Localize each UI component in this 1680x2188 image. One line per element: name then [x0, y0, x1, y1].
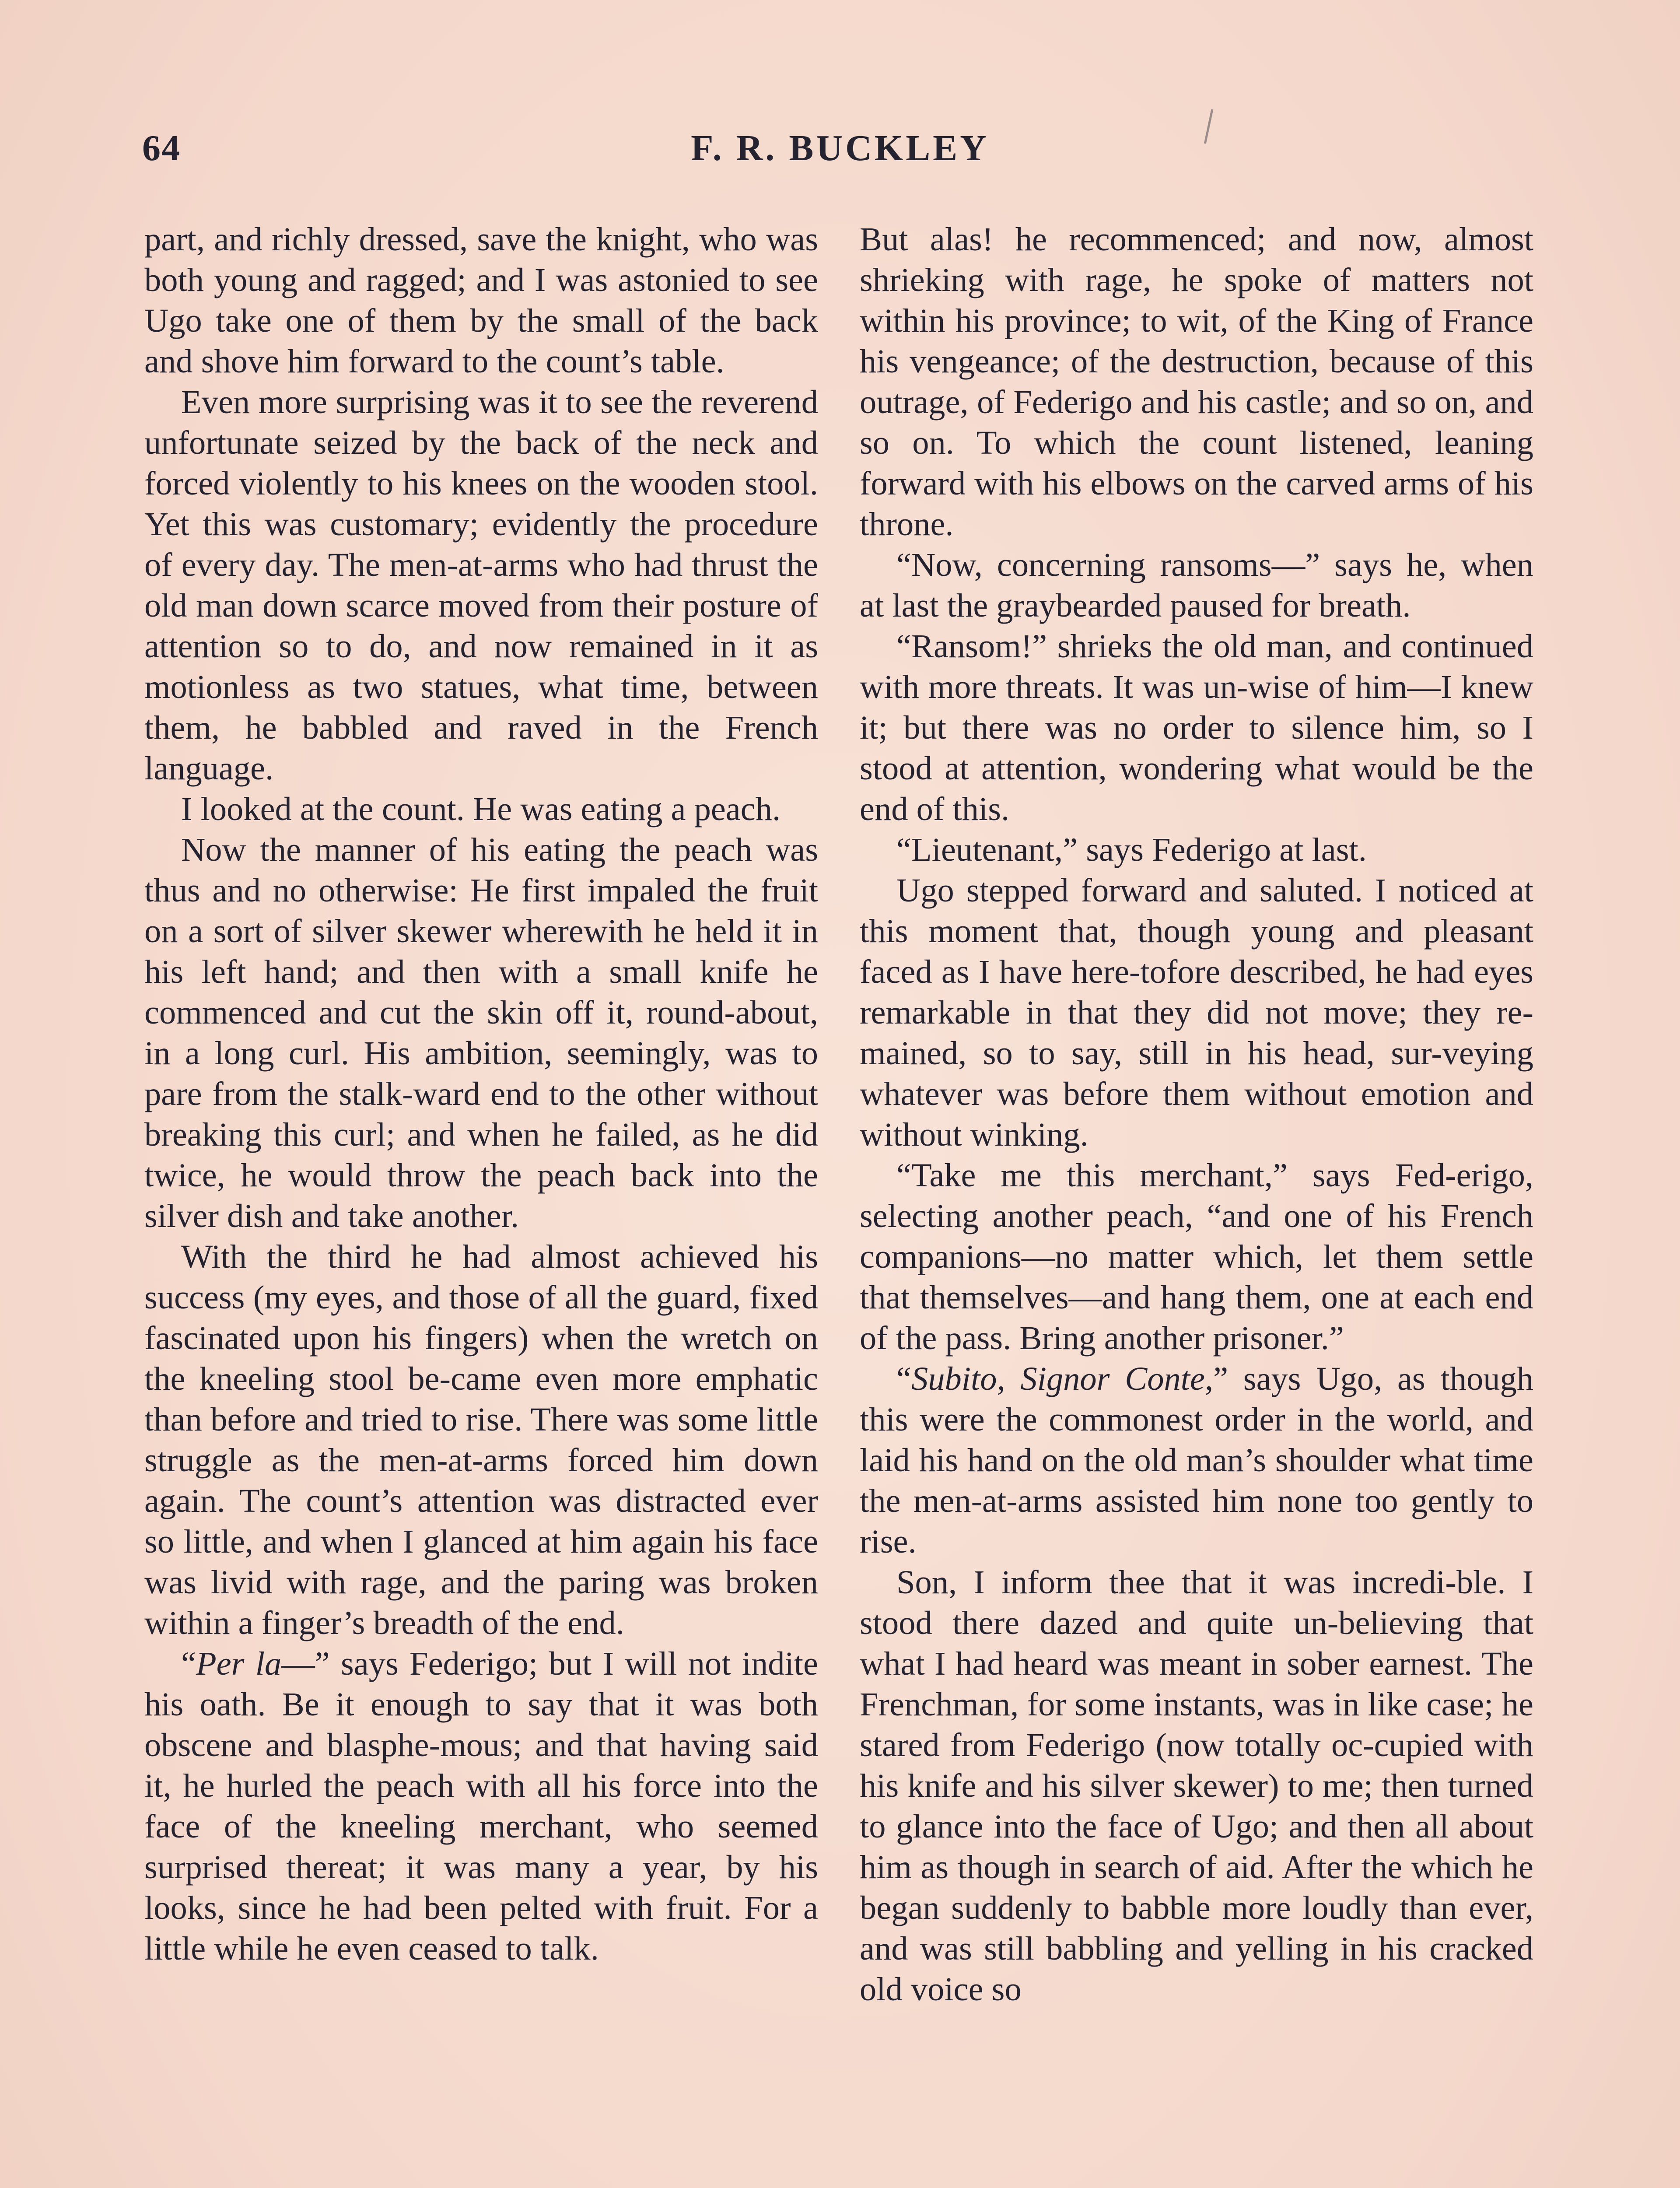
body-paragraph: “Now, concerning ransoms—” says he, when at last the graybearded paused for breath.: [860, 546, 1533, 624]
body-paragraph: Son, I inform thee that it was incredi-ble. I stood there dazed and quite un-believing that what I had heard was meant in sober earnest. The Frenchman, for some instants, was in like case; he stared from Federigo (now totally oc-cupied with his knife and his silver skewer) to me; then turned to glance into the face of Ugo; and then all about him as though in search of aid. After the which he began suddenly to babble more loudly than ever, and was still babbling and yelling in his cracked old voice so: [860, 1564, 1533, 2008]
body-paragraph: But alas! he recommenced; and now, almost shrieking with rage, he spoke of matters not within his province; to wit, of the King of France his vengeance; of the destruction, because of this outrage, of Federigo and his castle; and so on, and so on. To which the count listened, leaning forward with his elbows on the carved arms of his throne.: [860, 221, 1533, 543]
body-paragraph: Now the manner of his eating the peach was thus and no otherwise: He first impaled the fruit on a sort of silver skewer wherewith he held it in his left hand; and then with a small knife he commenced and cut the skin off it, round-about, in a long curl. His ambition, seemingly, was to pare from the stalk-ward end to the other without breaking this curl; and when he failed, as he did twice, he would throw the peach back into the silver dish and take another.: [144, 831, 818, 1234]
right-text-column: [860, 219, 1533, 2009]
body-paragraph: I looked at the count. He was eating a peach.: [181, 790, 781, 828]
body-paragraph: “Lieutenant,” says Federigo at last.: [896, 831, 1367, 868]
page-number: 64: [142, 128, 181, 168]
page-header: [142, 127, 1538, 188]
running-head: F. R. BUCKLEY: [691, 128, 989, 168]
body-paragraph: “Subito, Signor Conte,” says Ugo, as though this were the commonest order in the world, and laid his hand on the old man’s shoulder what time the men-at-arms assisted him none too gently to rise.: [860, 1360, 1533, 1560]
body-paragraph: “Take me this merchant,” says Fed-erigo, selecting another peach, “and one of his French companions—no matter which, let them settle that themselves—and hang them, one at each end of the pass. Bring another prisoner.”: [860, 1157, 1533, 1357]
body-paragraph: “Per la—” says Federigo; but I will not indite his oath. Be it enough to say that it was both obscene and blasphe-mous; and that having said it, he hurled the peach with all his force into the face of the kneeling merchant, who seemed surprised thereat; it was many a year, by his looks, since he had been pelted with fruit. For a little while he even ceased to talk.: [144, 1645, 818, 1967]
left-text-column: [144, 219, 818, 1969]
body-paragraph: part, and richly dressed, save the knight, who was both young and ragged; and I was astonied to see Ugo take one of them by the small of the back and shove him forward to the count’s table.: [144, 221, 818, 380]
body-paragraph: Ugo stepped forward and saluted. I noticed at this moment that, though young and pleasant faced as I have here-tofore described, he had eyes remarkable in that they did not move; they re-mained, so to say, still in his head, sur-veying whatever was before them without emotion and without winking.: [860, 872, 1533, 1153]
body-paragraph: “Ransom!” shrieks the old man, and continued with more threats. It was un-wise of him—I knew it; but there was no order to silence him, so I stood at attention, wondering what would be the end of this.: [860, 628, 1533, 828]
body-paragraph: With the third he had almost achieved his success (my eyes, and those of all the guard, fixed fascinated upon his fingers) when the wretch on the kneeling stool be-came even more emphatic than before and tried to rise. There was some little struggle as the men-at-arms forced him down again. The count’s attention was distracted ever so little, and when I glanced at him again his face was livid with rage, and the paring was broken within a finger’s breadth of the end.: [144, 1238, 818, 1641]
body-paragraph: Even more surprising was it to see the reverend unfortunate seized by the back of the neck and forced violently to his knees on the wooden stool. Yet this was customary; evidently the procedure of every day. The men-at-arms who had thrust the old man down scarce moved from their posture of attention so to do, and now remained in it as motionless as two statues, what time, between them, he babbled and raved in the French language.: [144, 383, 818, 787]
